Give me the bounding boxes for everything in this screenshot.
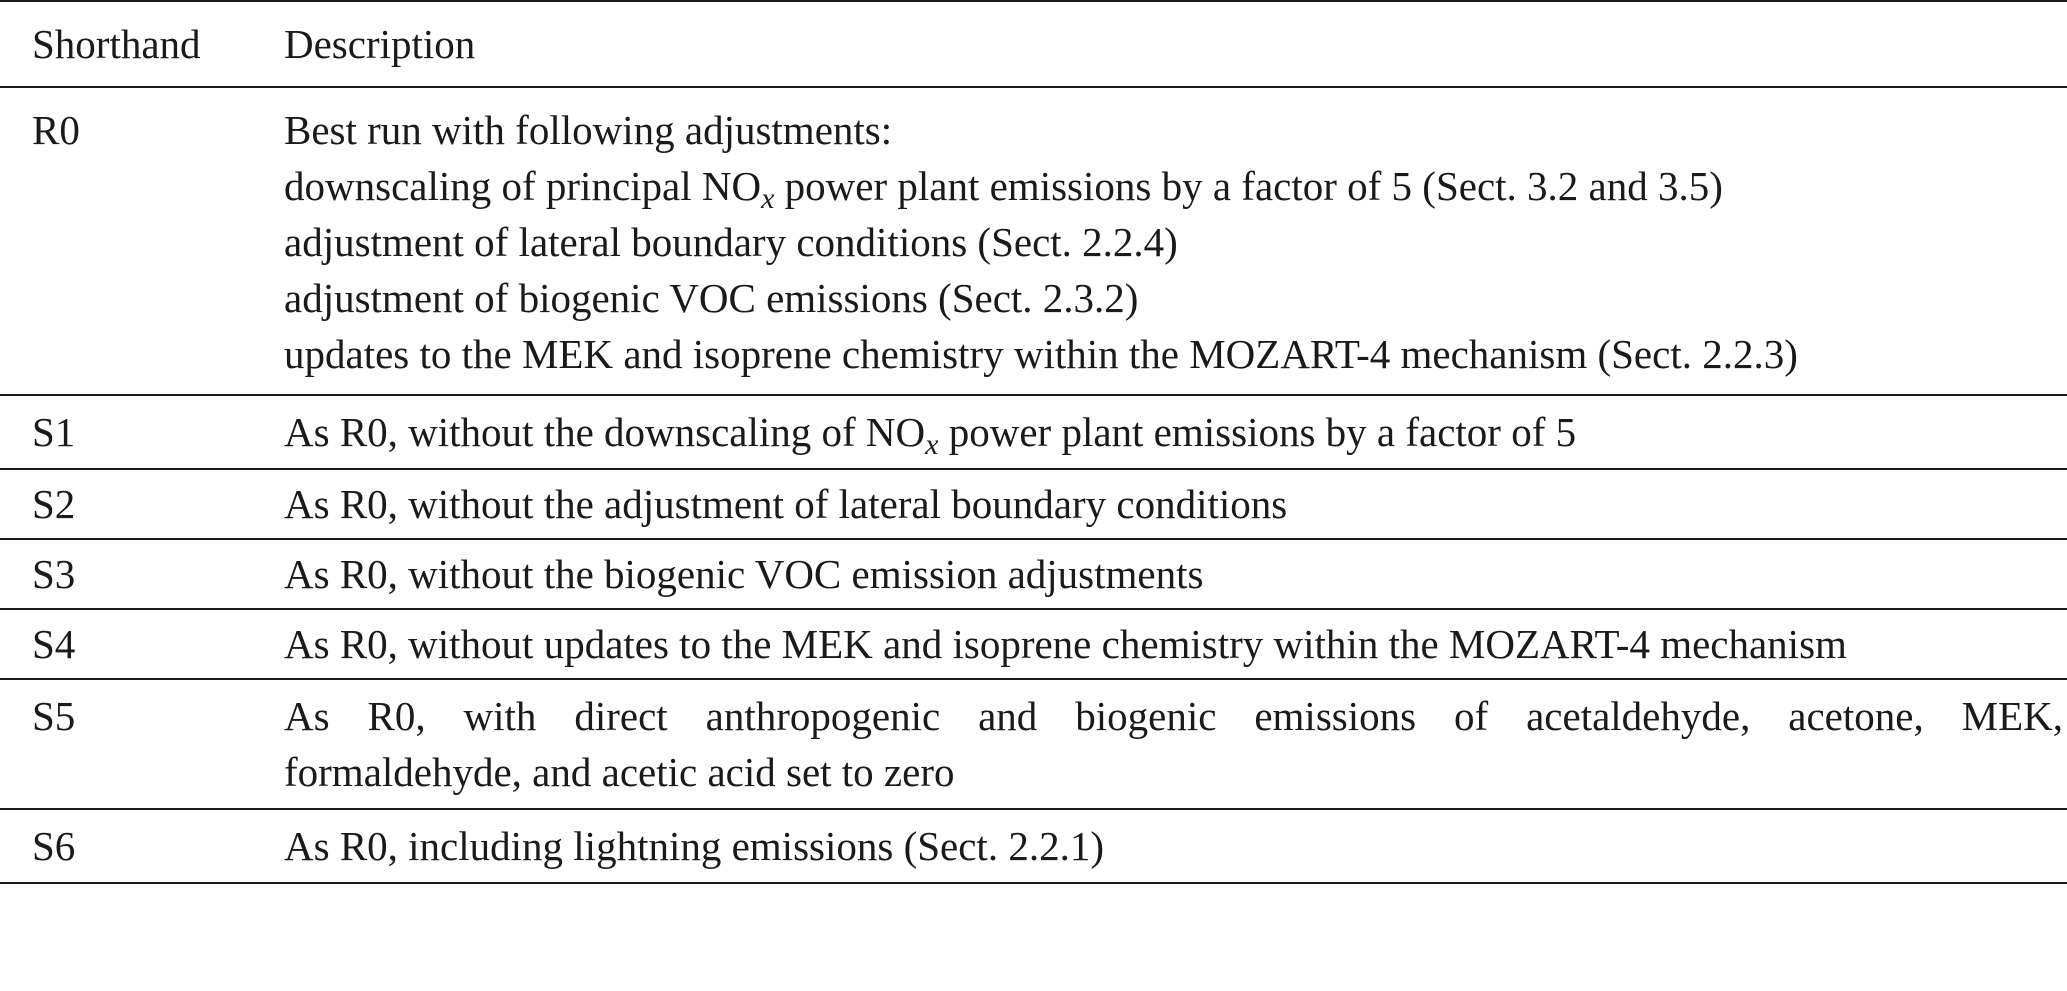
line-text: power plant emissions by a factor of 5 [938,409,1577,455]
table-row-s5 [0,680,2067,808]
shorthand-cell: R0 [32,107,80,153]
description-cell [284,546,2063,602]
shorthand-cell: S5 [32,693,76,739]
line-text: power plant emissions by a factor of 5 (Sect. 3.2 and 3.5) [774,163,1723,209]
description-line: As R0, without the adjustment of lateral boundary conditions [284,481,1288,527]
description-line [284,326,2063,382]
description-cell [284,102,2063,382]
shorthand-cell: S2 [32,481,76,527]
header-description: Description [284,21,476,67]
table-row-s2 [0,470,2067,538]
table-row-s4 [0,610,2067,678]
description-cell [284,688,2063,800]
description-line: As R0, without the biogenic VOC emission adjustments [284,551,1204,597]
table-row-s1 [0,396,2067,468]
shorthand-cell: S6 [32,823,76,869]
line-text: Best run with following adjustments: [284,107,893,153]
description-line: formaldehyde, and acetic acid set to zero [284,749,955,795]
bottom-rule [0,882,2067,884]
line-text: As R0, without the downscaling of NO [284,409,926,455]
description-line [284,102,2063,158]
line-text: adjustment of lateral boundary conditions (Sect. 2.2.4) [284,219,1178,265]
description-line [284,404,2063,460]
table-row-s3 [0,540,2067,608]
description-line [284,158,2063,214]
description-line: As R0, without updates to the MEK and isoprene chemistry within the MOZART-4 mechanism [284,621,1847,667]
line-text: updates to the MEK and isoprene chemistry within the MOZART-4 mechanism (Sect. 2.2.3) [284,331,1798,377]
description-line: As R0, with direct anthropogenic and biogenic emissions of acetaldehyde, acetone, MEK, [284,693,2063,739]
shorthand-cell: S4 [32,621,76,667]
shorthand-cell: S1 [32,409,76,455]
table-row-r0 [0,88,2067,394]
header-row [0,2,2067,86]
description-cell [284,818,2063,874]
description-cell [284,476,2063,532]
description-cell [284,616,2063,672]
description-cell [284,404,2063,460]
subscript-x: x [925,428,939,461]
line-text: adjustment of biogenic VOC emissions (Sect. 2.3.2) [284,275,1139,321]
shorthand-cell: S3 [32,551,76,597]
description-line [284,270,2063,326]
header-shorthand: Shorthand [32,21,201,67]
line-text: downscaling of principal NO [284,163,762,209]
table-row-s6 [0,810,2067,882]
description-line: As R0, including lightning emissions (Sect. 2.2.1) [284,823,1104,869]
subscript-x: x [761,182,775,215]
description-line [284,214,2063,270]
